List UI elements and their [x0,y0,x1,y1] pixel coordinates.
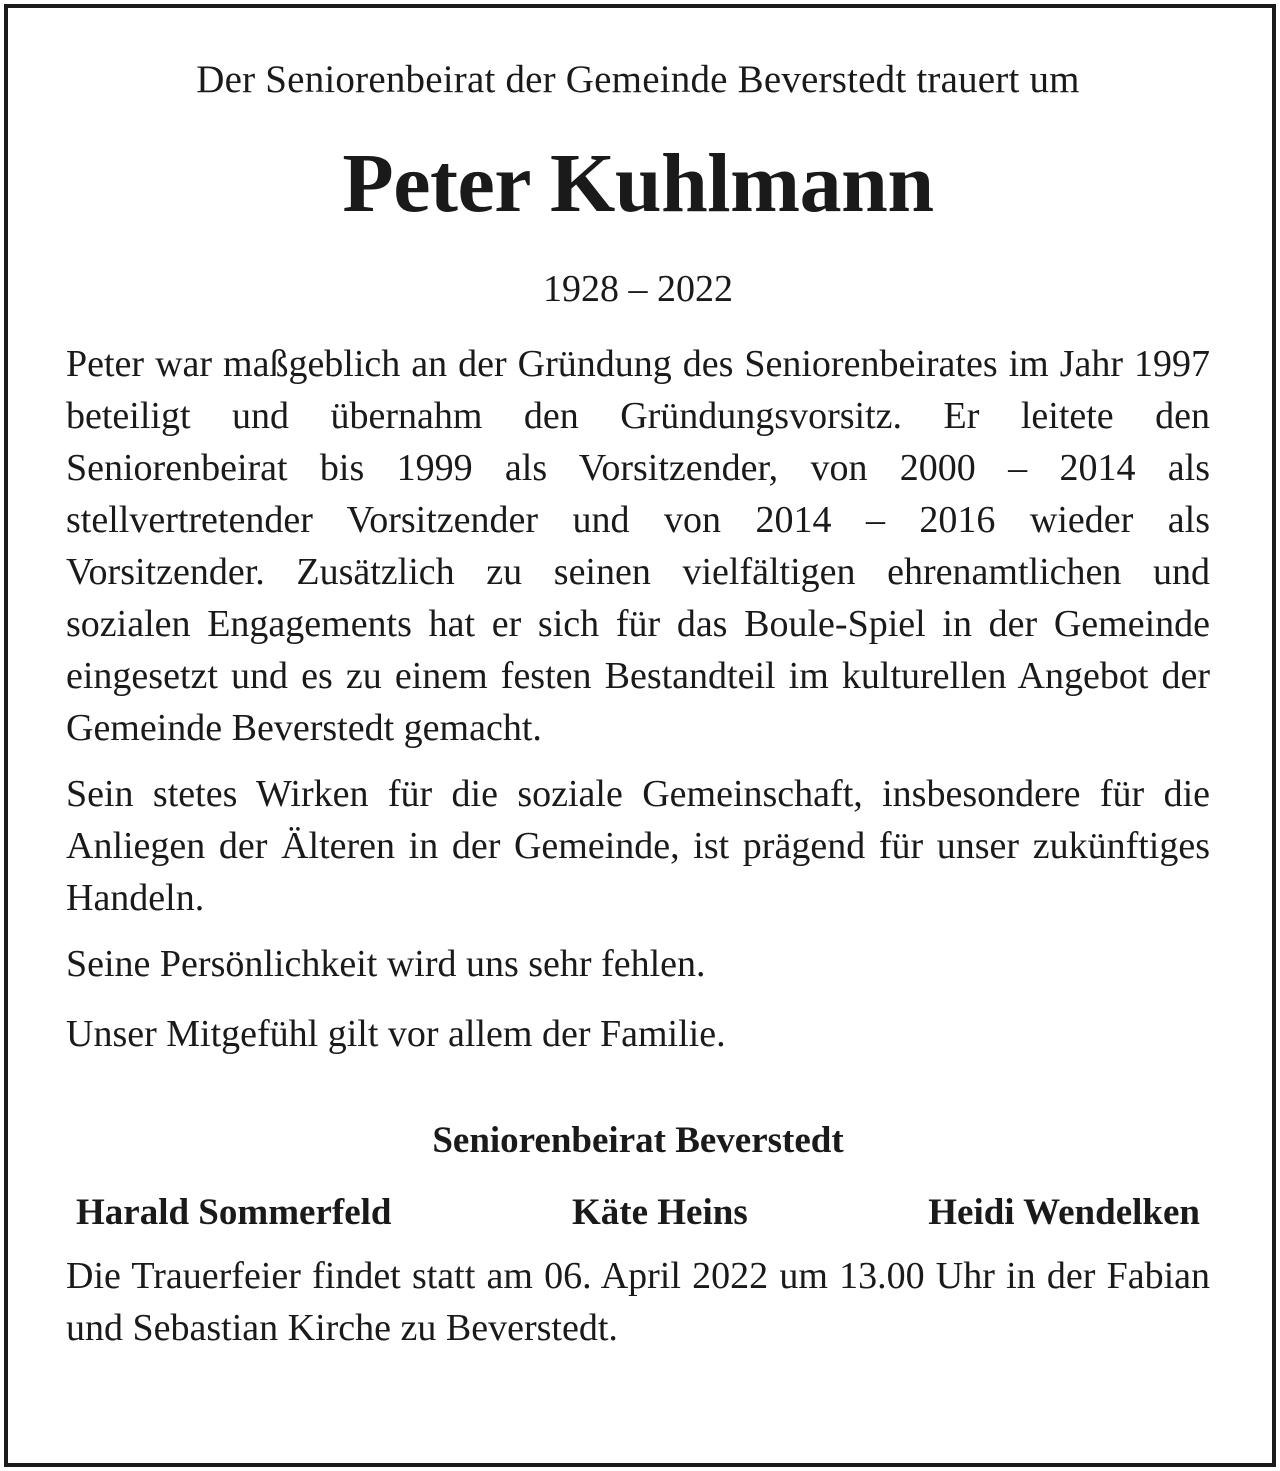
obituary-notice [66,52,1210,1354]
signers-row [66,1188,1210,1238]
signer-name: Käte Heins [572,1192,748,1233]
intro-line: Der Seniorenbeirat der Gemeinde Beverstedt trauert um [196,58,1080,101]
tribute-paragraph: Sein stetes Wirken für die soziale Gemeinschaft, insbesondere für die Anliegen der Älteren in der Gemeinde, ist prägend für unser zukünftiges Handeln. [66,773,1210,919]
condolence-line: Unser Mitgefühl gilt vor allem der Familie. [66,1013,726,1055]
deceased-name: Peter Kuhlmann [342,137,934,230]
life-years: 1928 – 2022 [543,268,733,310]
signer-name: Harald Sommerfeld [76,1192,392,1233]
biography-paragraph: Peter war maßgeblich an der Gründung des Seniorenbeirates im Jahr 1997 beteiligt und übernahm den Gründungsvorsitz. Er leitete den Seniorenbeirat bis 1999 als Vorsitzender, von 2000 – 2014 als stellvertretender Vorsitzender und von 2014 – 2016 wieder als Vorsitzender. Zusätzlich zu seinen vielfältigen ehrenamtlichen und sozialen Engagements hat er sich für das Boule-Spiel in der Gemeinde eingesetzt und es zu einem festen Bestandteil im kulturellen Angebot der Gemeinde Beverstedt gemacht. [66,343,1210,749]
signer-name: Heidi Wendelken [928,1192,1200,1233]
organization-name: Seniorenbeirat Beverstedt [432,1120,844,1161]
personality-line: Seine Persönlichkeit wird uns sehr fehlen. [66,943,706,985]
funeral-info: Die Trauerfeier findet statt am 06. April 2022 um 13.00 Uhr in der Fabian und Sebastian Kirche zu Beverstedt. [66,1255,1210,1349]
